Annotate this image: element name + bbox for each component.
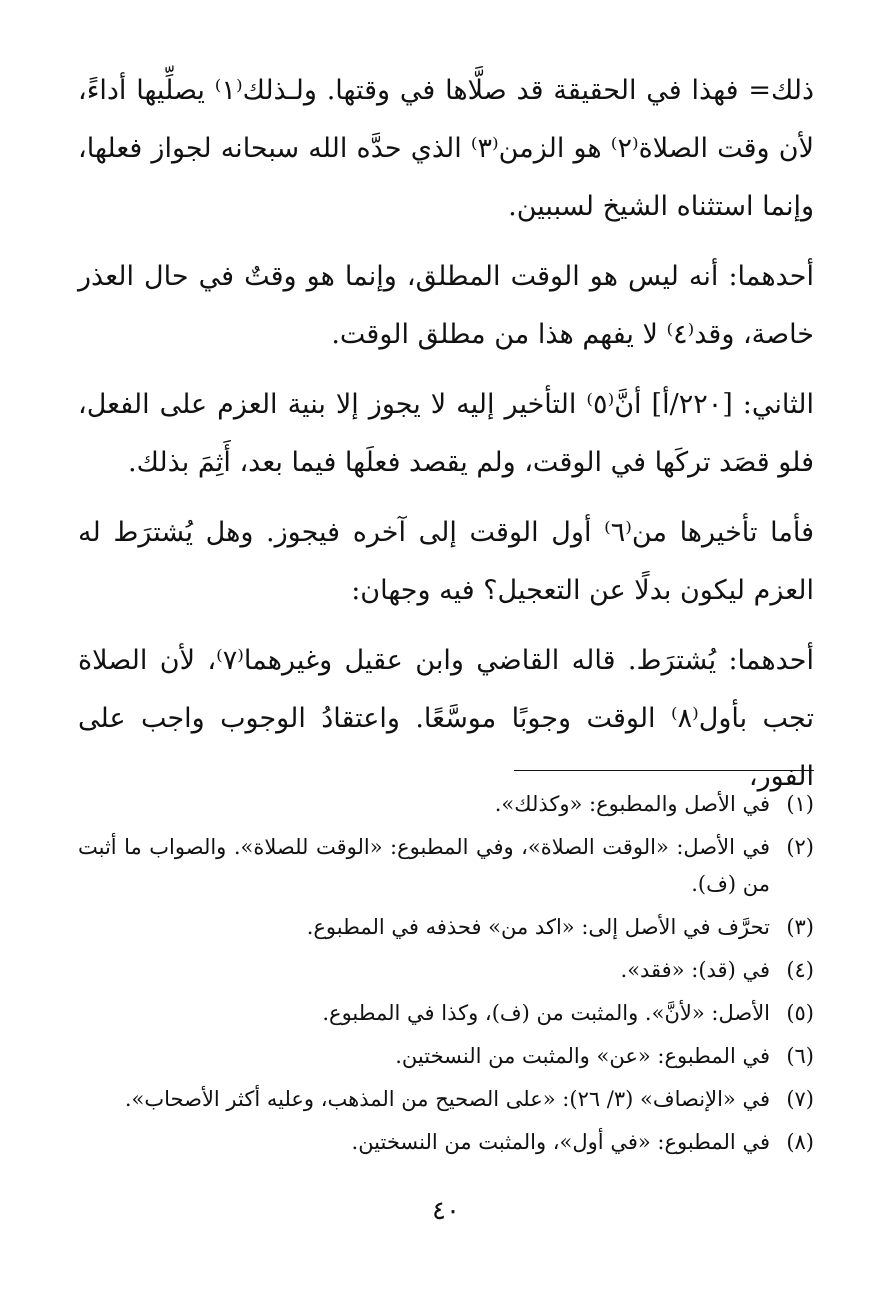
footnote-3 xyxy=(78,909,814,946)
footnote-5 xyxy=(78,995,814,1032)
page-number: ٤٠ xyxy=(432,1196,460,1226)
footnote-number: (٦) xyxy=(786,1044,814,1068)
footnote-text: في «الإنصاف» (٣/ ٢٦): «على الصحيح من المذهب، وعليه أكثر الأصحاب». xyxy=(124,1087,770,1111)
footnotes xyxy=(78,786,814,1167)
footnote-number: (٥) xyxy=(786,1001,814,1025)
paragraph-1: ذلك= فهذا في الحقيقة قد صلَّاها في وقتها. ولـذلك⁽١⁾ يصلِّيها أداءً، لأن وقت الصلاة⁽٢⁾ هو الزمن⁽٣⁾ الذي حدَّه الله سبحانه لجواز فعلها، وإنما استثناه الشيخ لسببين. xyxy=(78,75,815,222)
paragraph-3: الثاني: [٢٢٠/أ] أنَّ⁽٥⁾ التأخير إليه لا يجوز إلا بنية العزم على الفعل، فلو قصَد تركَها في الوقت، ولم يقصد فعلَها فيما بعد، أَثِمَ بذلك. xyxy=(78,389,814,478)
footnote-number: (٨) xyxy=(786,1130,814,1154)
footnote-number: (٤) xyxy=(786,958,814,982)
footnote-1 xyxy=(78,786,814,823)
footnote-number: (٧) xyxy=(786,1087,814,1111)
footnote-text: في الأصل والمطبوع: «وكذلك». xyxy=(494,792,770,816)
paragraph-2: أحدهما: أنه ليس هو الوقت المطلق، وإنما هو وقتٌ في حال العذر خاصة، وقد⁽٤⁾ لا يفهم هذا من مطلق الوقت. xyxy=(78,261,814,350)
footnote-7 xyxy=(78,1081,814,1118)
footnote-text: الأصل: «لأنَّ». والمثبت من (ف)، وكذا في المطبوع. xyxy=(322,1001,770,1025)
footnote-6 xyxy=(78,1038,814,1075)
footnote-4 xyxy=(78,952,814,989)
main-text xyxy=(78,62,814,818)
paragraph-4: فأما تأخيرها من⁽٦⁾ أول الوقت إلى آخره فيجوز. وهل يُشترَط له العزم ليكون بدلًا عن التعجيل؟ فيه وجهان: xyxy=(78,517,815,606)
footnote-text: في المطبوع: «في أول»، والمثبت من النسختين. xyxy=(351,1130,770,1154)
footnote-number: (٣) xyxy=(786,915,814,939)
footnote-number: (٢) xyxy=(786,835,814,859)
footnote-text: في الأصل: «الوقت الصلاة»، وفي المطبوع: «الوقت للصلاة». والصواب ما أثبت من (ف). xyxy=(78,835,770,896)
footnote-text: في (قد): «فقد». xyxy=(620,958,770,982)
paragraph-5: أحدهما: يُشترَط. قاله القاضي وابن عقيل وغيرهما⁽٧⁾، لأن الصلاة تجب بأول⁽٨⁾ الوقت وجوبًا موسَّعًا. واعتقادُ الوجوب واجب على الفور، xyxy=(78,645,814,792)
footnote-2 xyxy=(78,829,814,903)
footnote-number: (١) xyxy=(786,792,814,816)
footnote-8 xyxy=(78,1124,814,1161)
footnote-text: في المطبوع: «عن» والمثبت من النسختين. xyxy=(395,1044,770,1068)
footnote-text: تحرَّف في الأصل إلى: «اكد من» فحذفه في المطبوع. xyxy=(306,915,770,939)
footnote-separator xyxy=(514,770,814,771)
